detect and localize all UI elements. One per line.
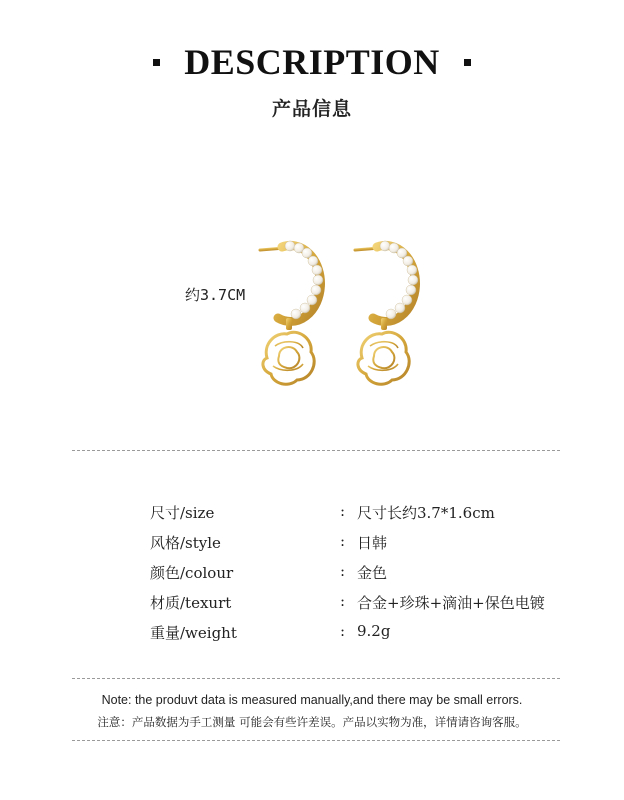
size-label: 约3.7CM [185,286,246,304]
page-title: DESCRIPTION [184,42,440,82]
spec-value: 金色 [357,564,388,582]
divider-top [72,450,560,451]
divider-middle [72,678,560,679]
spec-value: 日韩 [357,534,388,552]
note-chinese: 注意：产品数据为手工测量 可能会有些许差误。产品以实物为准，详情请咨询客服。 [97,715,527,729]
earring-left-image [250,230,335,390]
spec-value: 9.2g [357,622,391,640]
spec-colon: : [340,592,346,610]
spec-name: 颜色/colour [150,564,234,582]
title-right-bullet [464,59,471,66]
title-left-bullet [153,59,160,66]
spec-colon: : [340,622,346,640]
spec-row-material [0,592,624,616]
spec-name: 尺寸/size [150,504,215,522]
spec-value: 合金+珍珠+滴油+保色电镀 [357,594,545,612]
page-subtitle: 产品信息 [271,98,352,120]
spec-row-weight [0,622,624,646]
spec-name: 材质/texurt [150,594,232,612]
spec-row-size [0,502,624,526]
earring-right-image [345,230,430,390]
spec-colon: : [340,502,346,520]
spec-value: 尺寸长约3.7*1.6cm [357,504,495,522]
spec-name: 重量/weight [150,624,237,642]
product-image-area [0,230,624,400]
divider-bottom [72,740,560,741]
spec-name: 风格/style [150,534,221,552]
spec-colon: : [340,532,346,550]
spec-row-style [0,532,624,556]
title-row [0,40,624,84]
spec-row-colour [0,562,624,586]
spec-colon: : [340,562,346,580]
note-english: Note: the produvt data is measured manually,and there may be small errors. [101,693,523,707]
